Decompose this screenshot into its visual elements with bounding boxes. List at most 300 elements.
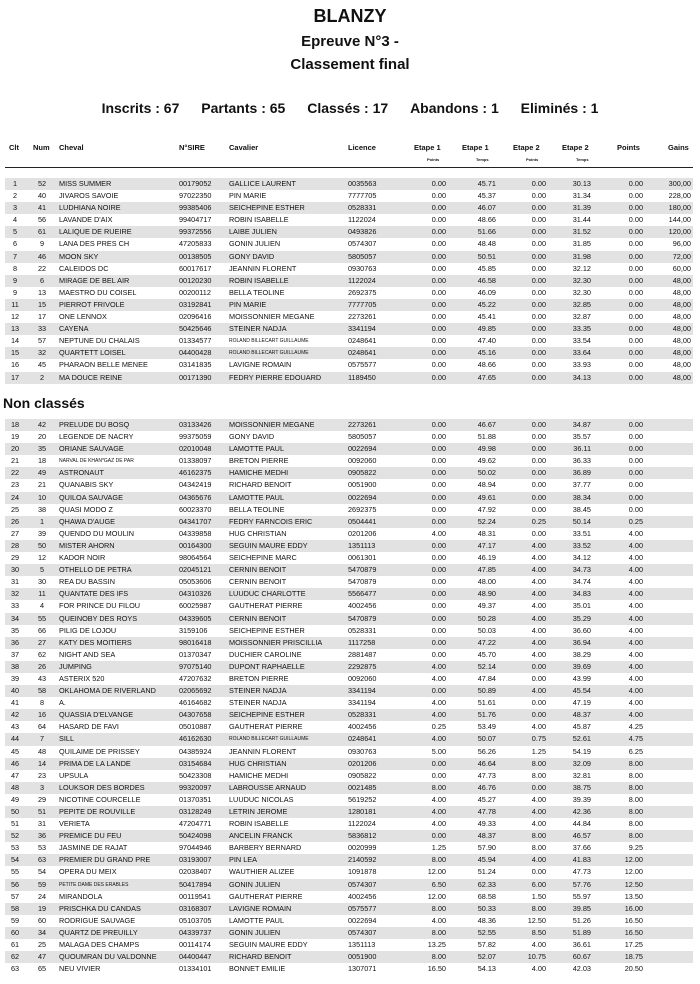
cell-sire: 02010048 — [179, 444, 212, 454]
table-row — [5, 637, 693, 649]
table-row — [5, 673, 693, 685]
cell-points: 0.00 — [628, 227, 643, 237]
cell-etape1-points: 4.00 — [431, 698, 446, 708]
col-cheval: Cheval — [59, 143, 84, 152]
cell-sire: 98064564 — [179, 553, 212, 563]
cell-points: 4.00 — [628, 577, 643, 587]
cell-sire: 00138505 — [179, 251, 212, 261]
cell-clt: 28 — [10, 540, 20, 550]
cell-etape2-points: 0.75 — [531, 734, 546, 744]
cell-etape1-points: 0.00 — [431, 637, 446, 647]
cell-etape2-temps: 33.64 — [572, 348, 591, 358]
table-row — [5, 879, 693, 891]
table-row — [5, 552, 693, 564]
cell-etape1-temps: 45.27 — [477, 794, 496, 804]
table-row — [5, 794, 693, 806]
table-row — [5, 939, 693, 951]
cell-sire: 46164682 — [179, 698, 212, 708]
cell-clt: 29 — [10, 553, 20, 563]
cell-etape1-points: 0.00 — [431, 203, 446, 213]
cell-etape1-points: 0.00 — [431, 275, 446, 285]
table-row — [5, 372, 693, 384]
cell-etape1-temps: 51.24 — [477, 867, 496, 877]
cell-etape1-points: 0.00 — [431, 251, 446, 261]
col-licence: Licence — [348, 143, 376, 152]
cell-num: 10 — [37, 492, 47, 502]
cell-etape1-temps: 48.66 — [477, 360, 496, 370]
cell-cheval: PIERROT FRIVOLE — [59, 299, 125, 309]
cell-etape2-temps: 54.19 — [572, 746, 591, 756]
cell-etape2-points: 8.00 — [531, 770, 546, 780]
cell-num: 9 — [39, 239, 45, 249]
cell-sire: 97044946 — [179, 843, 212, 853]
cell-num: 31 — [37, 819, 47, 829]
cell-etape1-temps: 48.94 — [477, 480, 496, 490]
cell-etape2-temps: 30.13 — [572, 179, 591, 188]
cell-num: 58 — [37, 686, 47, 696]
cell-cavalier: SEGUIN MAURE EDDY — [229, 940, 308, 950]
cell-etape2-temps: 31.52 — [572, 227, 591, 237]
cell-etape2-temps: 52.61 — [572, 734, 591, 744]
cell-etape2-points: 0.00 — [531, 867, 546, 877]
cell-cavalier: BELLA TEOLINE — [229, 504, 285, 514]
cell-licence: 0051900 — [348, 952, 377, 962]
cell-cheval: PILIG DE LOJOU — [59, 625, 117, 635]
cell-num: 30 — [37, 577, 47, 587]
cell-num: 59 — [37, 879, 47, 889]
cell-licence: 2881487 — [348, 649, 377, 659]
cell-points: 4.00 — [628, 589, 643, 599]
cell-num: 8 — [39, 698, 45, 708]
cell-licence: 1122024 — [348, 275, 376, 285]
cell-cheval: JUMPING — [59, 661, 92, 671]
cell-points: 0.00 — [628, 480, 643, 490]
cell-licence: 2273261 — [348, 312, 377, 322]
cell-gains: 120,00 — [668, 227, 691, 237]
cell-etape2-points: 0.00 — [531, 336, 546, 346]
cell-etape1-points: 4.00 — [431, 807, 446, 816]
cell-etape2-points: 8.00 — [531, 843, 546, 853]
cell-etape2-points: 8.00 — [531, 903, 546, 913]
cell-sire: 00119541 — [179, 891, 211, 901]
cell-cheval: NEPTUNE DU CHALAIS — [59, 336, 140, 346]
table-row — [5, 202, 693, 214]
cell-points: 17.25 — [624, 940, 643, 950]
cell-etape2-points: 4.00 — [531, 565, 546, 575]
cell-sire: 05103705 — [179, 915, 212, 925]
cell-cavalier: FEDRY PIERRE EDOUARD — [229, 372, 322, 382]
cell-sire: 99372556 — [179, 227, 212, 237]
cell-etape2-temps: 31.34 — [572, 191, 591, 201]
cell-sire: 04339737 — [179, 927, 212, 937]
col-etape1-points: Etape 1 — [414, 143, 441, 152]
cell-cavalier: CERNIN BENOIT — [229, 577, 287, 587]
cell-gains: 48,00 — [672, 275, 691, 285]
cell-cavalier: DUCHIER CAROLINE — [229, 649, 302, 659]
cell-etape2-temps: 34.13 — [572, 372, 591, 382]
cell-points: 4.00 — [628, 698, 643, 708]
cell-num: 27 — [37, 637, 47, 647]
cell-clt: 24 — [10, 492, 20, 502]
cell-etape1-points: 4.00 — [431, 673, 446, 683]
cell-clt: 15 — [10, 348, 20, 358]
cell-num: 33 — [37, 324, 47, 334]
table-row — [5, 927, 693, 939]
cell-etape1-points: 0.00 — [431, 372, 446, 382]
cell-etape2-temps: 33.35 — [572, 324, 591, 334]
cell-num: 25 — [37, 940, 47, 950]
cell-sire: 00114174 — [179, 940, 211, 950]
cell-cheval: JIVAROS SAVOIE — [59, 191, 119, 201]
cell-points: 0.00 — [628, 444, 643, 454]
cell-etape1-temps: 47.78 — [477, 807, 496, 816]
cell-clt: 9 — [12, 287, 18, 297]
cell-sire: 05053606 — [179, 577, 212, 587]
cell-licence: 5836812 — [348, 831, 377, 841]
cell-clt: 30 — [10, 565, 20, 575]
cell-etape2-points: 4.00 — [531, 649, 546, 659]
cell-etape2-temps: 38.75 — [572, 782, 591, 792]
cell-points: 0.00 — [628, 299, 643, 309]
cell-etape2-temps: 32.87 — [572, 312, 591, 322]
cell-cavalier: PIN MARIE — [229, 299, 267, 309]
cell-etape1-points: 8.00 — [431, 782, 446, 792]
cell-etape2-points: 4.00 — [531, 553, 546, 563]
cell-cavalier: GAUTHERAT PIERRE — [229, 722, 303, 732]
table-row — [5, 782, 693, 794]
cell-etape2-temps: 39.39 — [572, 794, 591, 804]
cell-licence: 2273261 — [348, 420, 377, 429]
cell-points: 18.75 — [624, 952, 643, 962]
table-row — [5, 963, 693, 975]
cell-etape1-points: 0.00 — [431, 444, 446, 454]
cell-clt: 8 — [12, 263, 18, 273]
cell-etape1-points: 4.00 — [431, 661, 446, 671]
cell-points: 0.00 — [628, 239, 643, 249]
cell-etape2-points: 0.00 — [531, 227, 546, 237]
cell-cheval: QUASI MODO Z — [59, 504, 113, 514]
cell-num: 39 — [37, 528, 47, 538]
cell-sire: 01370347 — [179, 649, 212, 659]
cell-sire: 04400428 — [179, 348, 212, 358]
cell-etape2-temps: 47.19 — [572, 698, 591, 708]
cell-clt: 54 — [10, 855, 20, 865]
cell-cheval: LANA DES PRES CH — [59, 239, 130, 249]
cell-etape2-points: 0.00 — [531, 263, 546, 273]
cell-licence: 0574307 — [348, 879, 377, 889]
cell-num: 54 — [37, 867, 47, 877]
cell-etape1-points: 0.00 — [431, 287, 446, 297]
cell-cheval: JASMINE DE RAJAT — [59, 843, 128, 853]
cell-licence: 4002456 — [348, 601, 377, 611]
cell-etape1-points: 0.00 — [431, 215, 446, 225]
cell-etape1-points: 0.00 — [431, 227, 446, 237]
table-row — [5, 443, 693, 455]
cell-licence: 1307071 — [348, 964, 377, 974]
table-row — [5, 721, 693, 733]
cell-etape1-points: 0.00 — [431, 456, 446, 466]
cell-clt: 44 — [10, 734, 20, 744]
cell-cavalier: RICHARD BENOIT — [229, 952, 292, 962]
stat-elimines: Eliminés : 1 — [520, 100, 599, 116]
cell-clt: 20 — [10, 444, 20, 454]
cell-licence: 1122024 — [348, 819, 376, 829]
cell-etape2-temps: 33.54 — [572, 336, 591, 346]
cell-etape2-points: 0.00 — [531, 299, 546, 309]
cell-etape1-temps: 47.85 — [477, 565, 496, 575]
cell-cheval: LEGENDE DE NACRY — [59, 432, 134, 442]
cell-cheval: OPERA DU MEIX — [59, 867, 117, 877]
cell-etape1-points: 4.00 — [431, 819, 446, 829]
cell-etape1-points: 16.50 — [427, 964, 446, 974]
cell-etape2-temps: 38.45 — [572, 504, 591, 514]
cell-licence: 5805057 — [348, 432, 377, 442]
cell-cheval: RODRIGUE SAUVAGE — [59, 915, 136, 925]
cell-cavalier: LAIBE JULIEN — [229, 227, 277, 237]
table-row — [5, 733, 693, 745]
cell-etape1-temps: 49.62 — [477, 456, 496, 466]
stat-classes: Classés : 17 — [307, 100, 389, 116]
cell-clt: 3 — [12, 203, 18, 213]
cell-etape2-points: 4.00 — [531, 964, 546, 974]
cell-cavalier: ROLAND BILLECART GUILLAUME — [229, 736, 309, 743]
cell-cavalier: ROBIN ISABELLE — [229, 819, 289, 829]
cell-points: 4.00 — [628, 673, 643, 683]
cell-etape2-temps: 39.69 — [572, 661, 591, 671]
cell-sire: 99404717 — [179, 215, 212, 225]
cell-cheval: PRIMA DE LA LANDE — [59, 758, 131, 768]
col-num: Num — [33, 143, 50, 152]
cell-clt: 5 — [12, 227, 18, 237]
cell-etape2-temps: 34.73 — [572, 565, 591, 575]
cell-cavalier: LAVIGNE ROMAIN — [229, 903, 292, 913]
table-row — [5, 758, 693, 770]
col-etape2-temps: Etape 2 — [562, 143, 589, 152]
cell-etape2-points: 0.00 — [531, 432, 546, 442]
cell-etape2-temps: 33.93 — [572, 360, 591, 370]
cell-clt: 48 — [10, 782, 20, 792]
cell-num: 66 — [37, 625, 47, 635]
cell-sire: 60023370 — [179, 504, 212, 514]
cell-etape2-points: 0.00 — [531, 673, 546, 683]
table-row — [5, 540, 693, 552]
cell-licence: 2292875 — [348, 661, 377, 671]
cell-sire: 50423308 — [179, 770, 212, 780]
cell-etape2-points: 0.00 — [531, 698, 546, 708]
cell-etape1-temps: 48.66 — [477, 215, 496, 225]
cell-etape2-points: 0.00 — [531, 492, 546, 502]
cell-etape1-temps: 45.22 — [477, 299, 496, 309]
cell-etape2-temps: 37.77 — [572, 480, 591, 490]
cell-points: 8.00 — [628, 770, 643, 780]
cell-etape1-temps: 52.24 — [477, 516, 496, 526]
cell-clt: 31 — [10, 577, 20, 587]
cell-cavalier: GAUTHERAT PIERRE — [229, 601, 303, 611]
table-row — [5, 746, 693, 758]
table-row — [5, 600, 693, 612]
cell-num: 32 — [37, 348, 47, 358]
cell-cavalier: LAMOTTE PAUL — [229, 915, 285, 925]
cell-etape1-points: 8.00 — [431, 903, 446, 913]
ranking-subtitle: Classement final — [290, 56, 410, 73]
cell-etape2-temps: 36.61 — [572, 940, 591, 950]
cell-etape2-points: 4.00 — [531, 722, 546, 732]
cell-num: 19 — [37, 903, 47, 913]
cell-clt: 6 — [12, 239, 18, 249]
cell-cavalier: CERNIN BENOIT — [229, 613, 287, 623]
cell-points: 4.00 — [628, 553, 643, 563]
cell-licence: 0574307 — [348, 239, 377, 249]
cell-sire: 03193007 — [179, 855, 212, 865]
cell-licence: 0248641 — [348, 734, 377, 744]
cell-cheval: NEU VIVIER — [59, 964, 101, 974]
cell-points: 0.00 — [628, 263, 643, 273]
cell-etape1-temps: 50.51 — [477, 251, 496, 261]
cell-etape2-points: 0.00 — [531, 372, 546, 382]
cell-points: 4.75 — [628, 734, 643, 744]
cell-etape2-points: 4.00 — [531, 819, 546, 829]
table-row — [5, 830, 693, 842]
cell-num: 46 — [37, 251, 47, 261]
cell-etape1-points: 0.00 — [431, 516, 446, 526]
cell-sire: 99320097 — [179, 782, 212, 792]
cell-gains: 180,00 — [668, 203, 691, 213]
cell-licence: 0201206 — [348, 528, 377, 538]
cell-licence: 3341194 — [348, 686, 376, 696]
cell-etape1-temps: 45.85 — [477, 263, 496, 273]
cell-cavalier: GAUTHERAT PIERRE — [229, 891, 303, 901]
table-row — [5, 178, 693, 190]
cell-licence: 0528331 — [348, 710, 377, 720]
cell-etape2-points: 0.00 — [531, 312, 546, 322]
cell-etape2-temps: 60.67 — [572, 952, 591, 962]
cell-etape2-temps: 31.44 — [572, 215, 591, 225]
cell-etape1-points: 13.25 — [427, 940, 446, 950]
cell-etape2-temps: 48.37 — [572, 710, 591, 720]
cell-cheval: SILL — [59, 734, 75, 744]
cell-licence: 5470879 — [348, 577, 377, 587]
cell-num: 62 — [37, 649, 47, 659]
cell-etape1-temps: 48.36 — [477, 915, 496, 925]
cell-clt: 58 — [10, 903, 20, 913]
cell-points: 0.00 — [628, 251, 643, 261]
cell-etape1-temps: 68.58 — [477, 891, 496, 901]
cell-licence: 5470879 — [348, 613, 377, 623]
cell-etape2-points: 4.00 — [531, 540, 546, 550]
cell-etape2-temps: 32.30 — [572, 275, 591, 285]
cell-licence: 7777705 — [348, 299, 377, 309]
cell-cavalier: GONIN JULIEN — [229, 879, 281, 889]
cell-num: 43 — [37, 673, 47, 683]
cell-etape2-points: 0.00 — [531, 215, 546, 225]
cell-etape1-temps: 47.92 — [477, 504, 496, 514]
cell-etape2-temps: 42.03 — [572, 964, 591, 974]
cell-cavalier: PIN LEA — [229, 855, 257, 865]
col-etape1-temps-sub: Temps — [476, 157, 489, 162]
cell-cavalier: LUUDUC NICOLAS — [229, 794, 294, 804]
cell-etape2-points: 8.00 — [531, 758, 546, 768]
cell-etape2-points: 0.00 — [531, 420, 546, 429]
cell-num: 61 — [37, 227, 47, 237]
cell-points: 4.00 — [628, 625, 643, 635]
cell-points: 0.00 — [628, 348, 643, 358]
table-row — [5, 951, 693, 963]
table-row — [5, 685, 693, 697]
cell-etape2-temps: 46.57 — [572, 831, 591, 841]
cell-points: 12.00 — [624, 867, 643, 877]
table-row — [5, 323, 693, 335]
table-row — [5, 226, 693, 238]
cell-etape1-temps: 51.88 — [477, 432, 496, 442]
table-row — [5, 467, 693, 479]
cell-cavalier: MOISSONNIER MEGANE — [229, 312, 315, 322]
cell-cavalier: LETRIN JEROME — [229, 807, 288, 816]
cell-gains: 300,00 — [668, 179, 691, 188]
cell-cavalier: LAMOTTE PAUL — [229, 444, 285, 454]
cell-points: 0.00 — [628, 492, 643, 502]
cell-etape1-points: 0.00 — [431, 601, 446, 611]
stat-inscrits: Inscrits : 67 — [101, 100, 180, 116]
cell-clt: 4 — [12, 215, 18, 225]
cell-etape1-points: 0.00 — [431, 336, 446, 346]
cell-etape2-temps: 34.87 — [572, 420, 591, 429]
cell-points: 12.00 — [624, 855, 643, 865]
cell-sire: 00171390 — [179, 372, 212, 382]
cell-sire: 60025987 — [179, 601, 212, 611]
cell-cavalier: STEINER NADJA — [229, 686, 287, 696]
cell-licence: 0575577 — [348, 903, 377, 913]
cell-cheval: QUANABIS SKY — [59, 480, 114, 490]
cell-cavalier: SEGUIN MAURE EDDY — [229, 540, 308, 550]
cell-etape1-temps: 49.85 — [477, 324, 496, 334]
cell-sire: 01334101 — [179, 964, 212, 974]
cell-points: 16.50 — [624, 927, 643, 937]
cell-clt: 27 — [10, 528, 20, 538]
cell-etape2-temps: 55.97 — [572, 891, 591, 901]
table-row — [5, 915, 693, 927]
table-row — [5, 238, 693, 250]
cell-etape2-points: 0.00 — [531, 710, 546, 720]
cell-clt: 39 — [10, 673, 20, 683]
cell-clt: 34 — [10, 613, 20, 623]
cell-points: 13.50 — [624, 891, 643, 901]
cell-etape2-temps: 39.85 — [572, 903, 591, 913]
cell-etape2-temps: 34.12 — [572, 553, 591, 563]
table-row — [5, 661, 693, 673]
cell-sire: 50424098 — [179, 831, 212, 841]
cell-cheval: QUENDO DU MOULIN — [59, 528, 134, 538]
cell-etape2-points: 4.00 — [531, 794, 546, 804]
cell-etape1-points: 0.00 — [431, 179, 446, 188]
cell-num: 4 — [39, 601, 45, 611]
cell-cheval: QUOUMRAN DU VALDONNE — [59, 952, 157, 962]
cell-clt: 33 — [10, 601, 20, 611]
cell-num: 34 — [37, 927, 47, 937]
cell-cheval: ONE LENNOX — [59, 312, 107, 322]
cell-num: 26 — [37, 661, 47, 671]
cell-licence: 2140592 — [348, 855, 377, 865]
non-ranked-table — [5, 419, 693, 975]
cell-cheval: ORIANE SAUVAGE — [59, 444, 124, 454]
cell-cavalier: GONIN JULIEN — [229, 927, 281, 937]
cell-licence: 1117258 — [348, 637, 376, 647]
cell-cheval: ASTERIX 520 — [59, 673, 105, 683]
cell-sire: 03128249 — [179, 807, 212, 816]
cell-num: 20 — [37, 432, 47, 442]
cell-cavalier: PIN MARIE — [229, 191, 267, 201]
cell-licence: 5470879 — [348, 565, 377, 575]
table-row — [5, 275, 693, 287]
